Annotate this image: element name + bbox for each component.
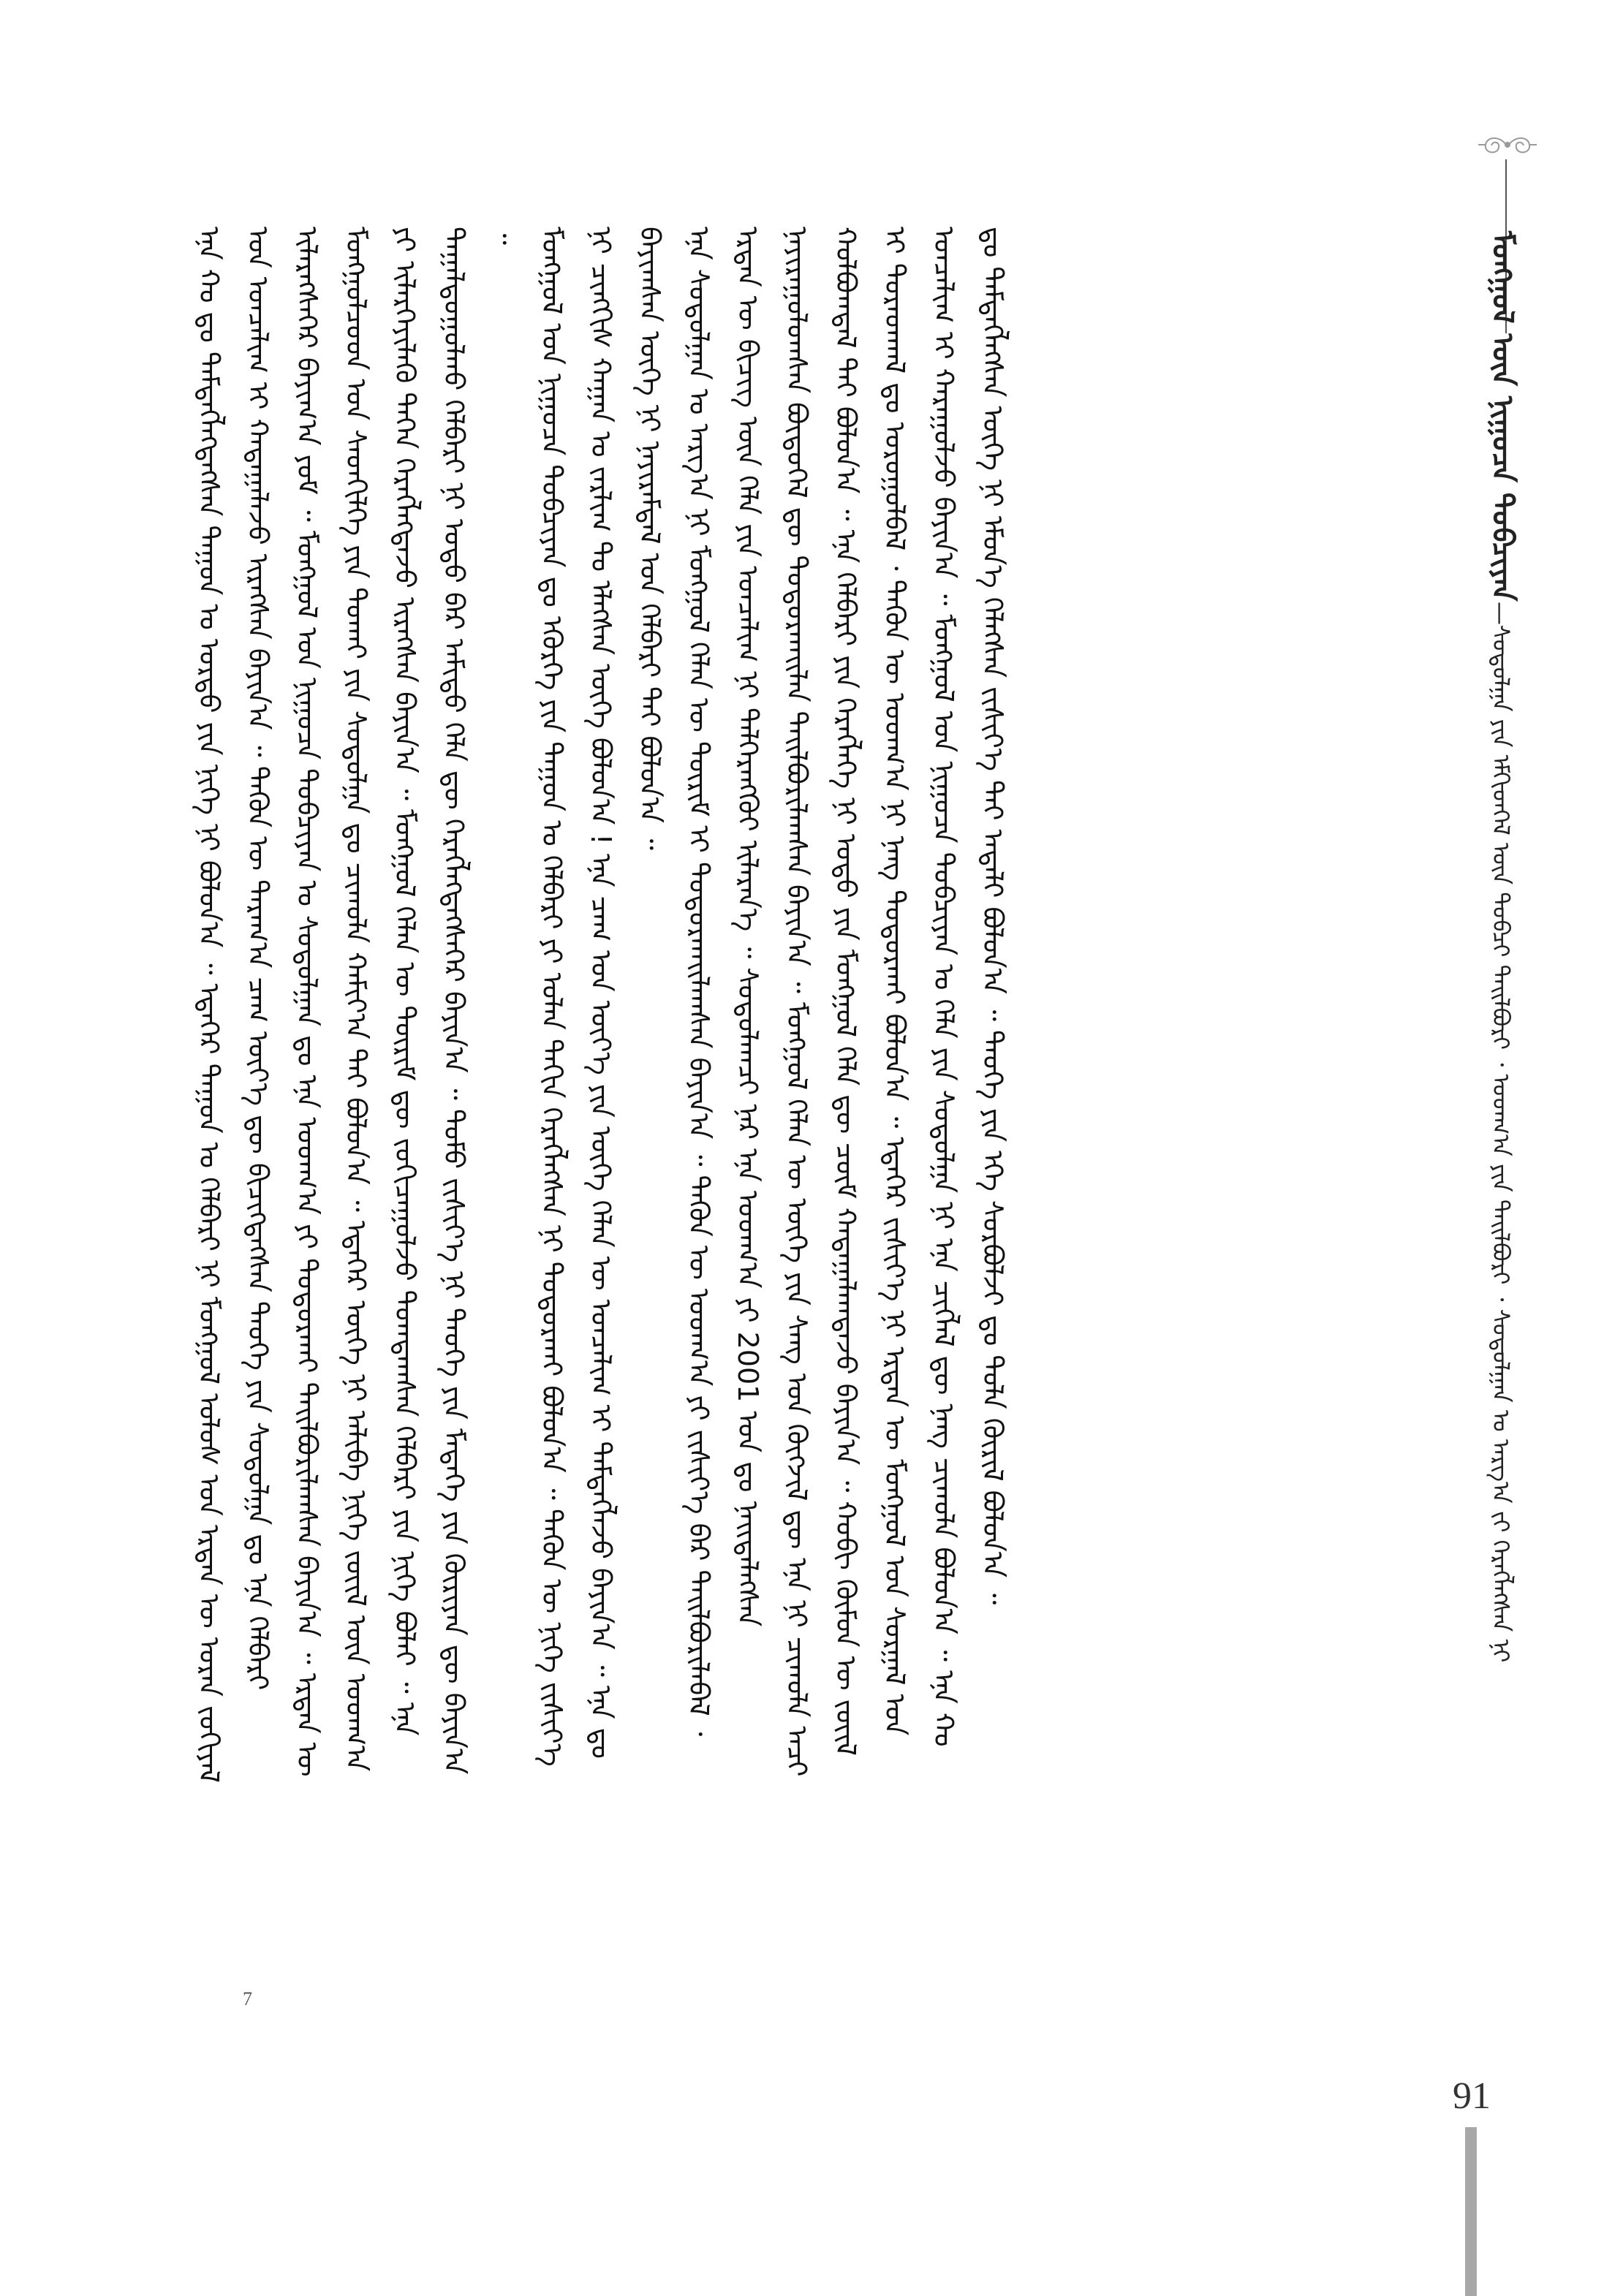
running-header-subtitle: ᠰᠤᠳᠤᠯᠭᠠ ᠶᠢᠨ ᠡᠮᠬᠢᠳᠬᠡᠯ ᠦᠨ ᠲᠣᠪᠴᠢ ᠲᠠᠢᠯᠪᠤᠷᠢ ᠂ ᠤᠳᠬ᠎ᠠ ᠶᠢᠨ ᠲᠠᠢᠯᠪᠤᠷᠢ ᠂ ᠰᠤᠳᠤᠯᠭᠠᠨ ᠤ ᠠᠷᠭ᠎ᠠ ᠵᠢ ᠬᠡᠷᠡᠭᠯᠡᠭᠰᠡᠨ ᠨᠢ bbox=[1487, 624, 1515, 1663]
body-text bbox=[184, 227, 1412, 1784]
paragraph-1: ᠡᠨᠡ ᠬᠤ ᠳᠤ ᠲᠡᠮᠳᠡᠭᠯᠡᠭᠳᠡᠭᠰᠡᠨ ᠳᠠᠭᠤᠨ ᠤ ᠤᠷᠲᠤ ᠶᠢᠨ ᠨᠢᠭᠡ ᠨᠢ ᠪᠣᠯᠤᠨ᠎ᠠ ᠃ ᠡᠳᠡᠭᠡᠷ ᠳᠠᠭᠤᠨ ᠤ ᠬᠡᠯᠪᠡᠷᠢ ᠨᠢ ᠮᠣᠩᠭᠣᠯ ᠤᠯᠤᠰ ᠤᠨ ᠡᠷᠲᠡᠨ ᠦ ᠤᠷᠠᠨ ᠵᠣᠬᠢᠶᠠᠯ ᠤᠨ ᠣᠨᠴᠠᠯᠢᠭ ᠢ ᠬᠠᠳᠠᠭᠠᠯᠠᠵᠤ ᠢᠷᠡᠭᠰᠡᠨ ᠪᠠᠶᠢᠨ᠎ᠠ ᠃ ᠲᠡᠭᠦᠨ ᠦ ᠳᠠᠷᠠᠭ᠎ᠠ ᠴᠠᠭ ᠦᠶ᠎ᠡ ᠳᠦ ᠪᠢᠴᠢᠭᠳᠡᠭᠰᠡᠨ ᠲᠡᠦᠬᠡ ᠶᠢᠨ ᠰᠤᠳᠤᠯᠭᠠ ᠳᠤ ᠡᠨᠡ ᠬᠡᠯᠪᠡᠷᠢ ᠢᠯᠡᠷᠡᠭᠰᠡᠭᠡᠷ ᠪᠠᠶᠢᠭ᠎ᠠ ᠶᠤᠮ ᠃ ᠮᠣᠩᠭᠣᠯ ᠤᠨ ᠨᠢᠭᠤᠴᠠ ᠲᠣᠪᠴᠢᠶᠠᠨ ᠤ ᠰᠤᠳᠤᠯᠭᠠᠨ ᠳᠤ ᠡᠨᠡ ᠤᠳᠬ᠎ᠠ ᠶᠢ ᠲᠣᠳᠣᠷᠬᠠᠢ ᠲᠠᠢᠯᠪᠤᠷᠢᠯᠠᠭᠰᠠᠨ ᠪᠠᠶᠢᠨ᠎ᠠ ᠃ ᠡᠷᠲᠡᠨ ᠦ ᠮᠣᠩᠭᠣᠯᠴᠤᠳ ᠤᠨ ᠰᠡᠳᠬᠢᠯᠭᠡ ᠶᠢᠨ ᠲᠤᠬᠠᠢ ᠶᠢᠨ ᠰᠤᠳᠤᠯᠭᠠ ᠳᠤ ᠴᠢᠬᠤᠯᠠ ᠬᠠᠮᠢᠶ᠎ᠠ ᠲᠠᠢ ᠪᠣᠯᠤᠨ᠎ᠠ ᠃ ᠡᠳᠡᠭᠡᠷ ᠦᠭᠡ ᠨᠢ ᠠᠯᠢᠪᠠ ᠨᠢᠭᠡ ᠵᠦᠢᠯ ᠦᠨ ᠤᠳᠬ᠎ᠠ ᠶᠢ ᠢᠯᠡᠷᠬᠡᠶᠢᠯᠡᠬᠦ ᠳᠡᠭᠡᠨ ᠬᠡᠷᠡᠭᠯᠡᠭᠳᠡᠵᠦ ᠢᠷᠡᠭᠰᠡᠨ ᠪᠠᠶᠢᠨ᠎ᠠ ᠃ ᠮᠣᠩᠭᠣᠯ ᠬᠡᠯᠡᠨ ᠦ ᠳᠦᠷᠢᠮ ᠳᠦ ᠵᠣᠬᠢᠴᠠᠭᠤᠯᠵᠤ ᠲᠣᠭᠲᠠᠭᠰᠠᠨ ᠬᠡᠯᠪᠡᠷᠢ ᠶᠢᠨ ᠨᠢᠭᠡ ᠪᠣᠯᠠᠢ ᠃ ᠡᠨᠡ ᠳᠠᠭᠠᠯᠳᠤᠭᠤᠯᠬᠤ ᠬᠡᠯᠪᠡᠷᠢ ᠨᠢ ᠣᠳᠣ ᠪᠠᠷ ᠠᠮᠢᠳᠤ ᠬᠡᠯᠡ ᠳᠦ ᠬᠡᠷᠡᠭᠯᠡᠭᠳᠡᠭᠰᠡᠭᠡᠷ ᠪᠠᠶᠢᠨ᠎ᠠ ᠃ ᠲᠣᠮᠤ ᠵᠢᠱᠢᠶ᠎ᠡ ᠨᠢ ᠲᠡᠦᠬᠡ ᠶᠢᠨ ᠮᠡᠳᠡᠭᠡ ᠶᠢᠨ ᠬᠦᠷᠢᠶᠡᠨ ᠳᠦ ᠪᠠᠶᠢᠨ᠎ᠠ ᠃ bbox=[193, 227, 519, 1783]
footnote-marker: 7 bbox=[243, 1988, 252, 2009]
running-header-title: ᠮᠣᠩᠭᠣᠯ ᠦᠨ ᠨᠢᠭᠤᠴᠠ ᠲᠣᠪᠴᠢᠶᠠᠨ bbox=[1486, 231, 1519, 602]
header-ornament-icon bbox=[1471, 123, 1544, 167]
running-header bbox=[1484, 231, 1528, 1663]
header-dash: — bbox=[1487, 601, 1515, 625]
paragraph-3: ᠡᠨᠡ ᠰᠤᠳᠤᠯᠭᠠᠨ ᠤ ᠠᠷᠭ᠎ᠠ ᠨᠢ ᠮᠣᠩᠭᠣᠯ ᠬᠡᠯᠡᠨ ᠦ ᠳᠦᠷᠢᠮ ᠢ ᠲᠣᠳᠣᠷᠬᠠᠢᠯᠠᠭᠰᠠᠨ ᠪᠠᠶᠢᠨ᠎ᠠ ᠃ ᠲᠡᠭᠦᠨ ᠦ ᠤᠳᠬ᠎ᠠ ᠶᠢ ᠵᠢᠱᠢᠶ᠎ᠡ ᠪᠡᠷ ᠲᠠᠢᠯᠪᠤᠷᠢᠯᠠᠪᠠᠯ ᠂ ᠡᠷᠲᠡᠨ ᠦ ᠪᠢᠴᠢᠭ ᠦᠨ ᠬᠡᠯᠡ ᠶᠢᠨ ᠣᠨᠴᠠᠯᠢᠭ ᠨᠢ ᠳᠡᠯᠭᠡᠷᠡᠩᠭᠦᠢ ᠢᠯᠡᠷᠡᠨ᠎ᠡ ᠃ ᠰᠤᠳᠤᠯᠠᠭᠴᠢ ᠨᠠᠷ ᠡᠨᠡ ᠤᠳᠬ᠎ᠠ ᠶᠢ 2001 ᠣᠨ ᠳᠤ ᠨᠡᠢᠲᠡᠯᠡᠭᠰᠡᠨ ᠨᠠᠶᠢᠷᠠᠭᠤᠯᠤᠭᠰᠠᠨ ᠪᠦᠲᠦᠭᠡᠯ ᠳᠦ ᠲᠣᠳᠣᠷᠬᠠᠢᠯᠠᠨ ᠲᠠᠢᠯᠪᠤᠷᠢᠯᠠᠭᠰᠠᠨ ᠪᠠᠶᠢᠨ᠎ᠠ ᠃ ᠮᠣᠩᠭᠣᠯ ᠬᠡᠯᠡᠨ ᠦ ᠦᠭᠡ ᠶᠢᠨ ᠰᠠᠩ ᠤᠨ ᠬᠥᠭᠵᠢᠯ ᠳᠦ ᠡᠨᠡ ᠨᠢ ᠴᠢᠬᠤᠯᠠ ᠠᠴᠢ ᠬᠣᠯᠪᠣᠭᠳᠠᠯ ᠲᠠᠢ ᠪᠣᠯᠤᠨ᠎ᠠ ᠃ ᠡᠨᠡ ᠬᠡᠯᠪᠡᠷᠢ ᠶᠢᠨ ᠬᠡᠷᠡᠭᠯᠡᠭᠡ ᠨᠢ ᠣᠳᠣ ᠶᠢᠨ ᠮᠣᠩᠭᠣᠯ ᠬᠡᠯᠡ ᠳᠦ ᠴᠦᠮ ᠬᠠᠳᠠᠭᠠᠯᠠᠭᠳᠠᠵᠤ ᠪᠠᠶᠢᠨ᠎ᠠ ᠃ ᠬᠤᠪᠢ ᠬᠦᠮᠦᠨ ᠦ ᠵᠦᠢᠯ ᠢ ᠳᠤᠷᠠᠳᠬᠠᠯ ᠳᠤ ᠣᠷᠤᠭᠤᠯᠪᠠᠯ ᠂ ᠲᠡᠭᠦᠨ ᠦ ᠤᠳᠬ᠎ᠠ ᠨᠢ ᠨᠡᠩ ᠲᠣᠳᠣᠷᠬᠠᠢ ᠪᠣᠯᠤᠨ᠎ᠠ ᠃ ᠡᠳᠡᠭᠡᠷ ᠵᠢᠱᠢᠶ᠎ᠡ ᠨᠢ ᠡᠷᠲᠡᠨ ᠦ ᠮᠣᠩᠭᠣᠯ ᠤᠨ ᠰᠤᠷᠭᠠᠯ ᠤᠨ ᠣᠨᠴᠠᠯᠢᠭ ᠢ ᠬᠠᠷᠠᠭᠤᠯᠵᠤ ᠪᠠᠶᠢᠨ᠎ᠠ ᠃ ᠮᠣᠩᠭᠣᠯ ᠤᠨ ᠨᠢᠭᠤᠴᠠ ᠲᠣᠪᠴᠢᠶᠠᠨ ᠤ ᠬᠡᠯᠡ ᠶᠢᠨ ᠰᠤᠳᠤᠯᠭᠠ ᠨᠢ ᠡᠨᠡ ᠴᠢᠭᠯᠡᠯ ᠳᠦ ᠨᠡᠩ ᠴᠢᠬᠤᠯᠠ ᠪᠣᠯᠤᠨ᠎ᠠ ᠃ ᠡᠨᠡ ᠬᠤ ᠳᠤ ᠲᠡᠮᠳᠡᠭᠯᠡᠭᠰᠡᠨ ᠦᠭᠡ ᠨᠢ ᠡᠮᠦᠨ᠎ᠡ ᠬᠡᠯᠡᠭᠰᠡᠨ ᠵᠢᠱᠢᠶ᠎ᠡ ᠲᠠᠢ ᠠᠳᠠᠯᠢ ᠪᠣᠯᠤᠨ᠎ᠠ ᠃ ᠲᠡᠦᠬᠡ ᠶᠢᠨ ᠡᠬᠡ ᠰᠤᠷᠪᠤᠯᠵᠢ ᠳᠤ ᠲᠣᠯᠠ ᠬᠦᠷᠢᠯ ᠪᠣᠯᠤᠨ᠎ᠠ ᠃ bbox=[683, 227, 1009, 1777]
paragraph-2: ᠮᠣᠩᠭᠣᠯ ᠤᠨ ᠨᠢᠭᠤᠴᠠ ᠲᠣᠪᠴᠢᠶᠠᠨ ᠳᠤ ᠡᠭᠦᠷᠭᠡ ᠶᠢᠨ ᠳᠠᠭᠤᠨ ᠤ ᠬᠡᠯᠪᠡᠷᠢ ᠶᠢ ᠣᠯᠠᠨ ᠳᠠᠬᠢᠨ ᠬᠡᠷᠡᠭᠯᠡᠭᠰᠡᠨ ᠨᠢ ᠲᠣᠳᠣᠷᠬᠠᠢ ᠪᠣᠯᠤᠨ᠎ᠠ ᠃ ᠲᠡᠭᠦᠨ ᠦ ᠨᠢᠭᠡ ᠵᠢᠱᠢᠶ᠎ᠡ ᠨᠢ ᠴᠢᠩᠭᠢᠰ ᠬᠠᠭᠠᠨ ᠤ ᠵᠠᠷᠯᠢᠭ ᠲᠤ ᠡᠯᠡᠭᠰᠡᠨ ᠦᠭᠡ ᠪᠣᠯᠤᠨ᠎ᠠ ! ᠡᠨᠡ ᠴᠠᠭ ᠤᠨ ᠦᠶ᠎ᠡ ᠶᠢᠨ ᠦᠭᠡ ᠬᠡᠯᠡᠨ ᠦ ᠣᠨᠴᠠᠯᠢᠭ ᠢ ᠲᠡᠮᠳᠡᠭᠯᠡᠵᠦ ᠪᠠᠶᠢᠨ᠎ᠠ ᠃ ᠡᠨᠡ ᠳᠤ ᠪᠠᠶᠢᠭᠰᠠᠨ ᠦᠭᠡ ᠨᠢ ᠨᠠᠶᠢᠷᠠᠮᠳᠠᠯ ᠤᠨ ᠬᠡᠯᠪᠡᠷᠢ ᠲᠠᠢ ᠪᠣᠯᠤᠨ᠎ᠠ ᠃ bbox=[536, 227, 666, 1767]
page-edge-bar bbox=[1465, 2127, 1477, 2296]
page-number: 91 bbox=[1453, 2075, 1491, 2117]
